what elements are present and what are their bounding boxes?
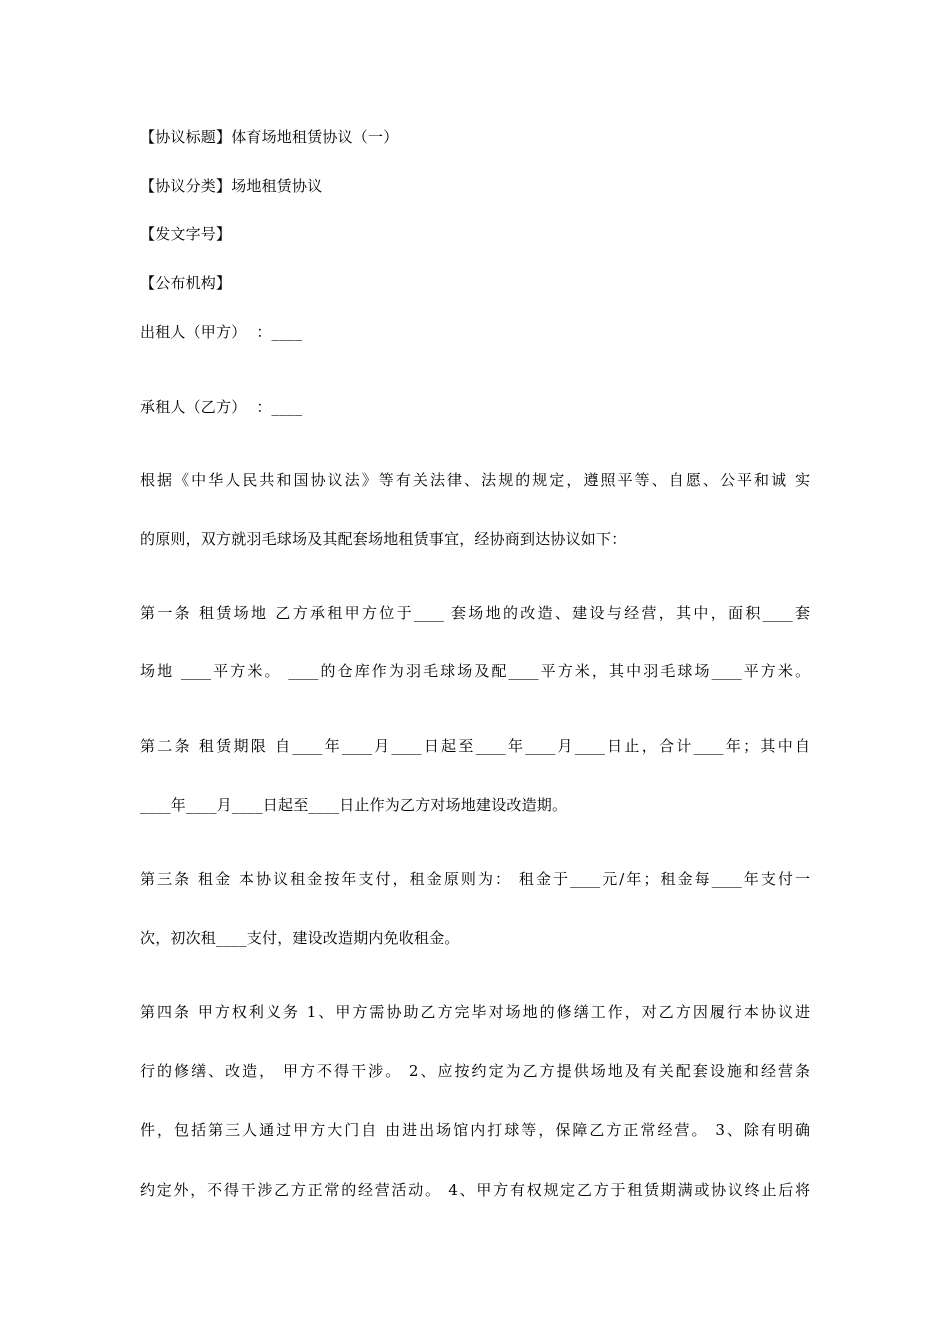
article-3-line-2: 次，初次租____支付，建设改造期内免收租金。 (140, 929, 460, 947)
preamble-line-1: 根据《中华人民共和国协议法》等有关法律、法规的规定，遵照平等、自愿、公平和诚 实 (140, 471, 810, 489)
article-2-line-2: ____年____月____日起至____日止作为乙方对场地建设改造期。 (140, 796, 568, 814)
publishing-agency-line: 【公布机构】 (140, 274, 232, 292)
preamble-line-2: 的原则，双方就羽毛球场及其配套场地租赁事宜，经协商到达协议如下： (140, 530, 627, 548)
agreement-category-line: 【协议分类】场地租赁协议 (140, 177, 323, 195)
article-4-line-4: 约定外，不得干涉乙方正常的经营活动。 4、甲方有权规定乙方于租赁期满或协议终止后将 (140, 1181, 810, 1199)
lessor-party-line: 出租人（甲方） ：____ (140, 323, 303, 341)
article-4-line-1: 第四条 甲方权利义务 1、甲方需协助乙方完毕对场地的修缮工作，对乙方因履行本协议进 (140, 1003, 810, 1021)
lessee-party-line: 承租人（乙方） ：____ (140, 398, 303, 416)
article-1-line-2: 场地 ____平方米。 ____的仓库作为羽毛球场及配____平方米，其中羽毛球场____平方米。 (140, 662, 810, 680)
article-4-line-3: 件，包括第三人通过甲方大门自 由进出场馆内打球等，保障乙方正常经营。 3、除有明确 (140, 1121, 810, 1139)
document-number-line: 【发文字号】 (140, 225, 232, 243)
article-3-line-1: 第三条 租金 本协议租金按年支付，租金原则为： 租金于____元/年；租金每____年支付一 (140, 870, 810, 888)
article-2-line-1: 第二条 租赁期限 自____年____月____日起至____年____月____日止，合计____年；其中自 (140, 737, 810, 755)
agreement-title-line: 【协议标题】体育场地租赁协议（一） (140, 128, 399, 146)
article-4-line-2: 行的修缮、改造， 甲方不得干涉。 2、应按约定为乙方提供场地及有关配套设施和经营条 (140, 1062, 810, 1080)
article-1-line-1: 第一条 租赁场地 乙方承租甲方位于____ 套场地的改造、建设与经营，其中，面积____套 (140, 604, 810, 622)
